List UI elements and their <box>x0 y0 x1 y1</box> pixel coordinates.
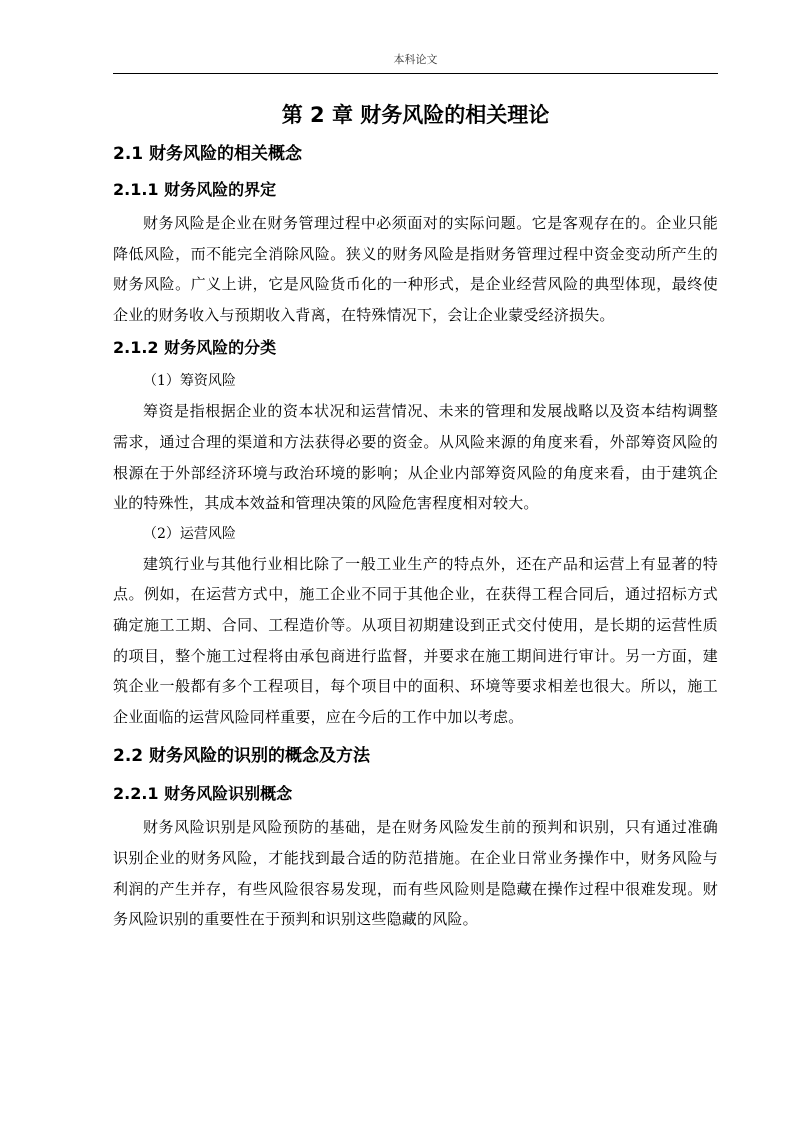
section-heading-2-2: 2.2 财务风险的识别的概念及方法 <box>113 746 371 767</box>
list-item-label-financing-risk: （1）筹资风险 <box>143 373 236 390</box>
subsection-heading-2-2-1: 2.2.1 财务风险识别概念 <box>113 784 293 804</box>
paragraph-risk-identification: 财务风险识别是风险预防的基础，是在财务风险发生前的预判和识别，只有通过准确识别企业的财务风险，才能找到最合适的防范措施。在企业日常业务操作中，财务风险与利润的产生并存，有些风险很容易发现，而有些风险则是隐藏在操作过程中很难发现。财务风险识别的重要性在于预判和识别这些隐藏的风险。 <box>113 818 718 929</box>
chapter-title: 第 2 章 财务风险的相关理论 <box>281 103 550 127</box>
list-item-label-operating-risk: （2）运营风险 <box>143 525 236 542</box>
paragraph-operating-risk: 建筑行业与其他行业相比除了一般工业生产的特点外，还在产品和运营上有显著的特点。例如，在运营方式中，施工企业不同于其他企业，在获得工程合同后，通过招标方式确定施工工期、合同、工程造价等。从项目初期建设到正式交付使用，是长期的运营性质的项目，整个施工过程将由承包商进行监督，并要求在施工期间进行审计。另一方面，建筑企业一般都有多个工程项目，每个项目中的面积、环境等要求相差也很大。所以，施工企业面临的运营风险同样重要，应在今后的工作中加以考虑。 <box>113 554 718 726</box>
running-header: 本科论文 <box>393 53 438 66</box>
section-heading-2-1: 2.1 财务风险的相关概念 <box>113 144 303 164</box>
page-content <box>113 98 718 935</box>
subsection-heading-2-1-1: 2.1.1 财务风险的界定 <box>113 180 277 199</box>
header-rule <box>113 73 718 74</box>
paragraph-financing-risk: 筹资是指根据企业的资本状况和运营情况、未来的管理和发展战略以及资本结构调整需求，通过合理的渠道和方法获得必要的资金。从风险来源的角度来看，外部筹资风险的根源在于外部经济环境与政治环境的影响；从企业内部筹资风险的角度来看，由于建筑企业的特殊性，其成本效益和管理决策的风险危害程度相对较大。 <box>113 402 718 513</box>
subsection-heading-2-1-2: 2.1.2 财务风险的分类 <box>113 338 277 358</box>
paragraph-definition: 财务风险是企业在财务管理过程中必须面对的实际问题。它是客观存在的。企业只能降低风险，而不能完全消除风险。狭义的财务风险是指财务管理过程中资金变动所产生的财务风险。广义上讲，它是风险货币化的一种形式，是企业经营风险的典型体现，最终使企业的财务收入与预期收入背离，在特殊情况下，会让企业蒙受经济损失。 <box>113 214 718 324</box>
